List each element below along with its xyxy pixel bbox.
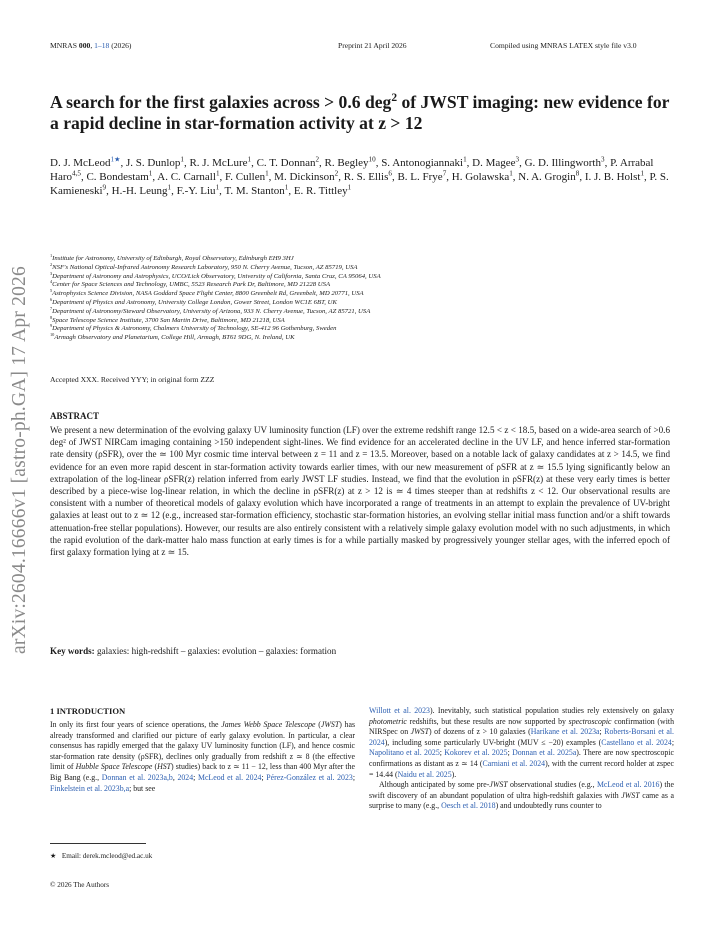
affiliation-text: Space Telescope Science Institute, 3700 San Martin Drive, Baltimore, MD 21218, USA xyxy=(52,316,285,324)
author-affiliation-mark: 1 xyxy=(215,183,220,192)
italic-text: spectroscopic xyxy=(568,716,612,726)
abstract-body: We present a new determination of the evolving galaxy UV luminosity function (LF) over the extreme redshift range 12.5 < z < 18.5, based on a wide-area search of >0.6 deg² of JWST NIRCam imaging containing >150 independent sight-lines. We find evidence for an accelerated decline in the UV LF, and hence inferred star-formation rate density (ρSFR), over the ≃ 100 Myr cosmic time interval between z = 11 and z = 13.5. Moreover, based on a notable lack of galaxy candidates at z > 14.5, we find evidence for an even more rapid descent in star-formation activity towards earlier times, with our new measurement of ρSFR at z ≃ 15.5 lying significantly below an extrapolation of the log-linear ρSFR(z) relation inferred from early JWST LF studies. Instead, we find that the evolution in ρSFR(z) at these very early times is better described by a piece-wise log-linear relation, in which the decline in ρSFR(z) at z > 12 is ≃ 4 times steeper than at redshifts z < 12. Our observational results are consistent with a number of theoretical models of galaxy evolution which have incorporated a range of treatments in an attempt to explain the prevalence of UV-bright galaxies at least out to z ≃ 12 (e.g., increased star-formation efficiency, stochastic star-formation histories, an evolving stellar initial mass function and/or a shift towards attenuation-free stellar populations). However, our results are also entirely consistent with a relatively simple galaxy evolution model with no such adjustments, in which the rapid evolution of the dark-matter halo mass function at early times is for a while partially masked by progressively younger stellar ages, with the inferred epoch of first galaxy formation lying at z ≃ 15. xyxy=(50,425,670,558)
author-affiliation-mark: 6 xyxy=(388,169,392,178)
title-part-1: A search for the first galaxies across > 0.6 deg xyxy=(50,92,392,112)
affiliation-text: Department of Astronomy and Astrophysics, UCO/Lick Observatory, University of California, Santa Cruz, CA 95064, USA xyxy=(52,272,381,280)
journal-year: (2026) xyxy=(111,41,132,50)
author-affiliation-mark: 10 xyxy=(368,155,376,164)
affiliation-number: 8 xyxy=(50,314,53,320)
citation-link[interactable]: McLeod et al. 2016 xyxy=(596,780,660,790)
citation-link[interactable]: Finkelstein et al. 2023b,a xyxy=(50,783,130,793)
page-range-link[interactable]: 1–18 xyxy=(94,41,110,50)
citation-link[interactable]: Donnan et al. 2023a,b xyxy=(101,772,173,782)
affiliation-line xyxy=(50,281,670,290)
keywords xyxy=(50,646,670,656)
affiliation-line xyxy=(50,287,670,299)
author-affiliation-mark: 2 xyxy=(315,155,320,164)
author-name: J. S. Dunlop xyxy=(125,157,181,169)
author-affiliation-mark: 1 xyxy=(247,155,252,164)
author-name: T. M. Stanton xyxy=(224,185,285,198)
author-affiliation-mark: 1 xyxy=(167,183,172,192)
author-name: H.-H. Leung xyxy=(111,185,168,198)
compiled-note: Compiled using MNRAS LATEX style file v3.0 xyxy=(490,41,637,50)
author-affiliation-mark: 4,5 xyxy=(72,169,81,178)
author-affiliation-mark: 8 xyxy=(575,169,580,178)
running-header-journal: MNRAS 000, 1–18 (2026) xyxy=(50,41,132,50)
body-text: ; but see xyxy=(129,783,156,793)
body-text: redshifts, but these results are now supported by xyxy=(406,716,569,726)
author-name: N. A. Grogin xyxy=(518,171,576,184)
body-text: ) of dozens of z > 10 galaxies ( xyxy=(428,727,531,737)
citation-link[interactable]: Carniani et al. 2024 xyxy=(482,758,546,768)
citation-link[interactable]: Pérez-González et al. 2023 xyxy=(266,772,353,782)
body-text: ) and undoubtedly runs counter to xyxy=(495,801,602,811)
preprint-date: Preprint 21 April 2026 xyxy=(338,41,407,50)
body-text: ) the swift discovery of an abundant population of ultra high-redshift galaxies with xyxy=(369,780,674,800)
body-text: ; xyxy=(671,737,674,747)
citation-link[interactable]: Napolitano et al. 2025 xyxy=(369,748,440,758)
affiliation-text: Institute for Astronomy, University of Edinburgh, Royal Observatory, Edinburgh EH9 3HJ xyxy=(52,255,294,262)
italic-text: photometric xyxy=(369,716,407,726)
citation-link[interactable]: Naidu et al. 2025 xyxy=(397,769,452,779)
author-list: D. J. McLeod$^{1★}$, J. S. Dunlop$^1$, R. J. McLure$^1$, C. T. Donnan$^2$, R. Begley$^{10}$, S. Antonogiannaki$^1$, D. Magee$^3$, G. D. Illingworth$^3$, P. Arrabal Haro$^{4,5}$, C. Bondestam$^1$, A. C. Carnall$^1$, F. Cullen$^1$, M. Dickinson$^2$, R. S. Ellis$^6$, B. L. Frye$^7$, H. Golawska$^1$, N. A. Grogin$^8$, I. J. B. Holst$^1$, P. S. Kamieneski$^9$, H.-H. Leung$^1$, F.-Y. Liu$^1$, T. M. Stanton$^1$, E. R. Tittley$^1$ xyxy=(50,155,669,198)
author-affiliation-mark: 1★ xyxy=(110,155,121,164)
affiliation-text: Center for Space Sciences and Technology, UMBC, 5523 Research Park Dr, Baltimore, MD 21228 USA xyxy=(52,281,331,289)
author-affiliation-mark: 1 xyxy=(180,155,184,164)
affiliation-text: Astrophysics Science Division, NASA Goddard Space Flight Center, 8800 Greenbelt Rd, Greenbelt, MD 20771, USA xyxy=(52,290,364,298)
italic-text: HST xyxy=(157,762,172,772)
citation-link[interactable]: Donnan et al. 2025a xyxy=(512,748,577,758)
author-affiliation-mark: 1 xyxy=(148,169,153,178)
footnote-mark: ★ xyxy=(50,852,57,860)
footnote-rule xyxy=(50,843,146,844)
body-text: ). xyxy=(451,769,457,779)
author-name: R. Begley xyxy=(324,157,369,169)
affiliation-number: 10 xyxy=(50,331,55,337)
affiliation-list xyxy=(50,252,670,343)
keywords-label: Key words: xyxy=(50,646,95,656)
author-name: P. Arrabal Haro xyxy=(50,157,654,184)
author-name: G. D. Illingworth xyxy=(524,157,601,169)
citation-link[interactable]: Roberts-Borsani et al. 2024 xyxy=(369,727,675,747)
author-name: B. L. Frye xyxy=(397,171,443,184)
intro-column-left xyxy=(50,720,355,794)
journal-name: MNRAS xyxy=(50,41,78,50)
body-text: ; xyxy=(352,772,356,782)
body-text: confirmation (with NIRSpec on xyxy=(369,716,674,737)
author-name: C. T. Donnan xyxy=(256,157,316,169)
author-affiliation-mark: 1 xyxy=(463,155,467,164)
author-name: M. Dickinson xyxy=(274,171,335,184)
italic-text: JWST xyxy=(489,780,508,790)
author-name: E. R. Tittley xyxy=(293,185,348,198)
section-heading-introduction: 1 INTRODUCTION xyxy=(50,706,126,716)
affiliation-number: 4 xyxy=(50,279,53,285)
author-affiliation-mark: 1 xyxy=(215,169,220,178)
affiliation-number: 1 xyxy=(50,252,53,258)
footnote xyxy=(50,851,152,860)
abstract-heading: ABSTRACT xyxy=(50,411,100,421)
italic-text: JWST xyxy=(621,790,640,800)
affiliation-number: 2 xyxy=(50,261,53,267)
body-text: came as a surprise to many (e.g., xyxy=(369,790,675,811)
accepted-line: Accepted XXX. Received YYY; in original form ZZZ xyxy=(50,375,215,384)
body-text: ) studies) back to z ≃ 11 − 12, less than 400 Myr after the Big Bang (e.g., xyxy=(50,762,356,782)
citation-link[interactable]: Kokorev et al. 2025 xyxy=(444,748,508,758)
author-affiliation-mark: 2 xyxy=(334,169,339,178)
body-text: ; xyxy=(439,748,445,758)
author-name: C. Bondestam xyxy=(86,171,149,184)
title-part-2: of JWST imaging: new evidence for a rapid decline in star-formation activity at z > 12 xyxy=(50,92,670,133)
italic-text: Hubble Space Telescope xyxy=(75,762,153,772)
citation-link[interactable]: McLeod et al. 2024 xyxy=(197,772,262,782)
author-affiliation-mark: 1 xyxy=(265,169,269,178)
body-text: ), with the current record holder at zspec = 14.44 ( xyxy=(369,758,674,779)
affiliation-line xyxy=(50,252,670,264)
intro-paragraph xyxy=(369,780,674,812)
citation-link[interactable]: Castellano et al. 2024 xyxy=(601,737,672,747)
body-text: , xyxy=(172,772,178,782)
citation-link[interactable]: Harikane et al. 2023a xyxy=(530,727,600,737)
author-name: F. Cullen xyxy=(225,171,266,184)
body-text: ) has already transformed and clarified our picture of early galaxy evolution. In particular, a clear consensus has rapidly emerged that the galaxy UV luminosity function (LF), and hence cosmic star-formation rate density (ρSFR), declines only gradually from redshift z ≃ 8 (the effective limit of xyxy=(50,720,355,772)
body-text: ( xyxy=(152,762,158,772)
affiliation-text: Armagh Observatory and Planetarium, College Hill, Armagh, BT61 9DG, N. Ireland, UK xyxy=(54,334,295,342)
author-name: D. Magee xyxy=(472,157,516,169)
affiliation-number: 5 xyxy=(50,287,53,293)
citation-link[interactable]: 2024 xyxy=(177,772,194,782)
citation-link[interactable]: Oesch et al. 2018 xyxy=(441,801,496,811)
affiliation-number: 9 xyxy=(50,323,53,329)
title-superscript: 2 xyxy=(391,92,398,105)
author-affiliation-mark: 3 xyxy=(515,155,520,164)
author-name: R. J. McLure xyxy=(189,157,248,169)
affiliation-text: Department of Physics & Astronomy, Chalmers University of Technology, SE-412 96 Gothenburg, Sweden xyxy=(52,325,337,333)
author-affiliation-mark: 1 xyxy=(640,169,645,178)
affiliation-text: Department of Astronomy/Steward Observatory, University of Arizona, 933 N. Cherry Avenue, Tucson, AZ 85721, USA xyxy=(52,307,371,315)
intro-paragraph xyxy=(369,706,674,780)
body-text: ), including some particularly UV-bright (MUV ≤ −20) examples ( xyxy=(384,737,602,747)
keywords-text: galaxies: high-redshift – galaxies: evolution – galaxies: formation xyxy=(97,646,337,656)
copyright: © 2026 The Authors xyxy=(50,881,110,889)
author-name: S. Antonogiannaki xyxy=(381,157,464,169)
body-text: observational studies (e.g., xyxy=(507,780,597,790)
body-text: ; xyxy=(507,748,513,758)
author-name: H. Golawska xyxy=(451,171,510,184)
intro-column-right xyxy=(369,706,674,812)
italic-text: JWST xyxy=(410,727,429,737)
author-name: D. J. McLeod xyxy=(50,157,111,169)
body-text: ; xyxy=(261,772,267,782)
author-name: I. J. B. Holst xyxy=(584,171,641,184)
body-text: ). There are now spectroscopic confirmations as distant as z ≃ 14 ( xyxy=(369,748,675,768)
affiliation-line xyxy=(50,331,670,343)
author-affiliation-mark: 1 xyxy=(284,183,289,192)
author-affiliation-mark: 7 xyxy=(442,169,447,178)
affiliation-number: 6 xyxy=(50,296,53,302)
affiliation-text: NSF's National Optical-Infrared Astronomy Research Laboratory, 950 N. Cherry Avenue, Tucson, AZ 85719, USA xyxy=(52,263,358,271)
body-text: ( xyxy=(315,720,321,729)
italic-text: JWST xyxy=(320,720,340,729)
author-affiliation-mark: 3 xyxy=(601,155,605,164)
citation-link[interactable]: Willott et al. 2023 xyxy=(369,706,430,715)
author-name: A. C. Carnall xyxy=(157,171,216,184)
body-text: Although anticipated by some pre- xyxy=(379,780,490,790)
author-affiliation-mark: 9 xyxy=(102,183,107,192)
author-affiliation-mark: 1 xyxy=(509,169,513,178)
affiliation-number: 3 xyxy=(50,270,53,276)
body-text: ). Inevitably, such statistical population studies rely extensively on galaxy xyxy=(429,706,674,715)
author-name: F.-Y. Liu xyxy=(176,185,216,198)
affiliation-line xyxy=(50,296,670,308)
body-text: ; xyxy=(193,772,198,782)
body-text: ; xyxy=(599,727,605,737)
journal-volume: 000 xyxy=(78,41,91,50)
affiliation-text: Department of Physics and Astronomy, University College London, Gower Street, London WC1E 6BT, UK xyxy=(52,298,337,306)
body-text: In only its first four years of science operations, the xyxy=(50,720,222,729)
arxiv-stamp[interactable]: arXiv:2604.16666v1 [astro-ph.GA] 17 Apr 2026 xyxy=(9,266,30,654)
author-name: R. S. Ellis xyxy=(343,171,389,184)
footnote-email: Email: derek.mcleod@ed.ac.uk xyxy=(61,852,153,860)
affiliation-number: 7 xyxy=(50,305,53,311)
author-affiliation-mark: 1 xyxy=(347,183,352,192)
affiliation-line xyxy=(50,325,670,334)
italic-text: James Webb Space Telescope xyxy=(221,720,316,729)
paper-title xyxy=(50,92,670,133)
author-name: P. S. Kamieneski xyxy=(50,171,669,198)
